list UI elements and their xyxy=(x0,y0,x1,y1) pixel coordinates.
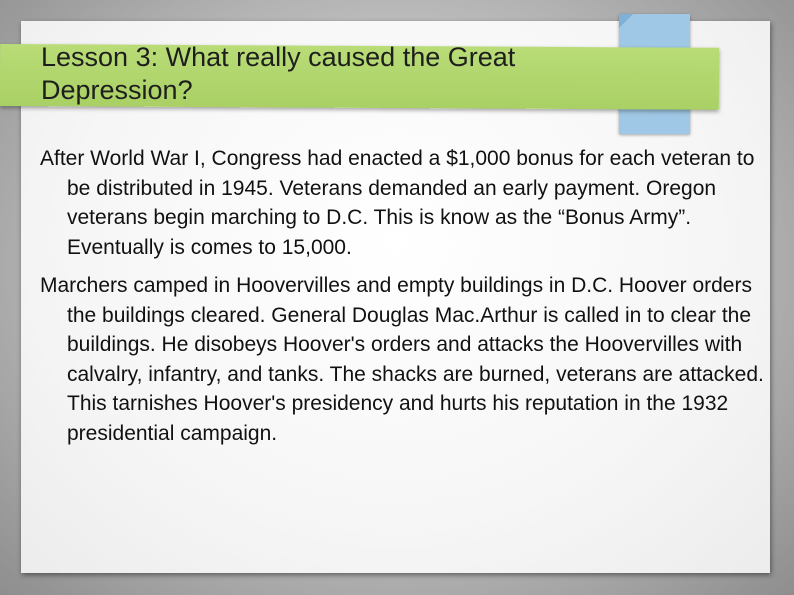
slide-title: Lesson 3: What really caused the Great Depression? xyxy=(41,42,516,105)
paragraph-hoovervilles: Marchers camped in Hoovervilles and empty buildings in D.C. Hoover orders the buildings cleared. General Douglas Mac.Arthur is called in to clear the buildings. He disobeys Hoover's orders and attacks the Hoovervilles with calvalry, infantry, and tanks. The shacks are burned, veterans are attacked. This tarnishes Hoover's presidency and hurts his reputation in the 1932 presidential campaign. xyxy=(40,274,764,445)
slide-body xyxy=(40,144,768,457)
paragraph-bonus-army: After World War I, Congress had enacted a $1,000 bonus for each veteran to be distributed in 1945. Veterans demanded an early payment. Oregon veterans begin marching to D.C. This is know as the “Bonus Army”. Eventually is comes to 15,000. xyxy=(40,147,755,259)
